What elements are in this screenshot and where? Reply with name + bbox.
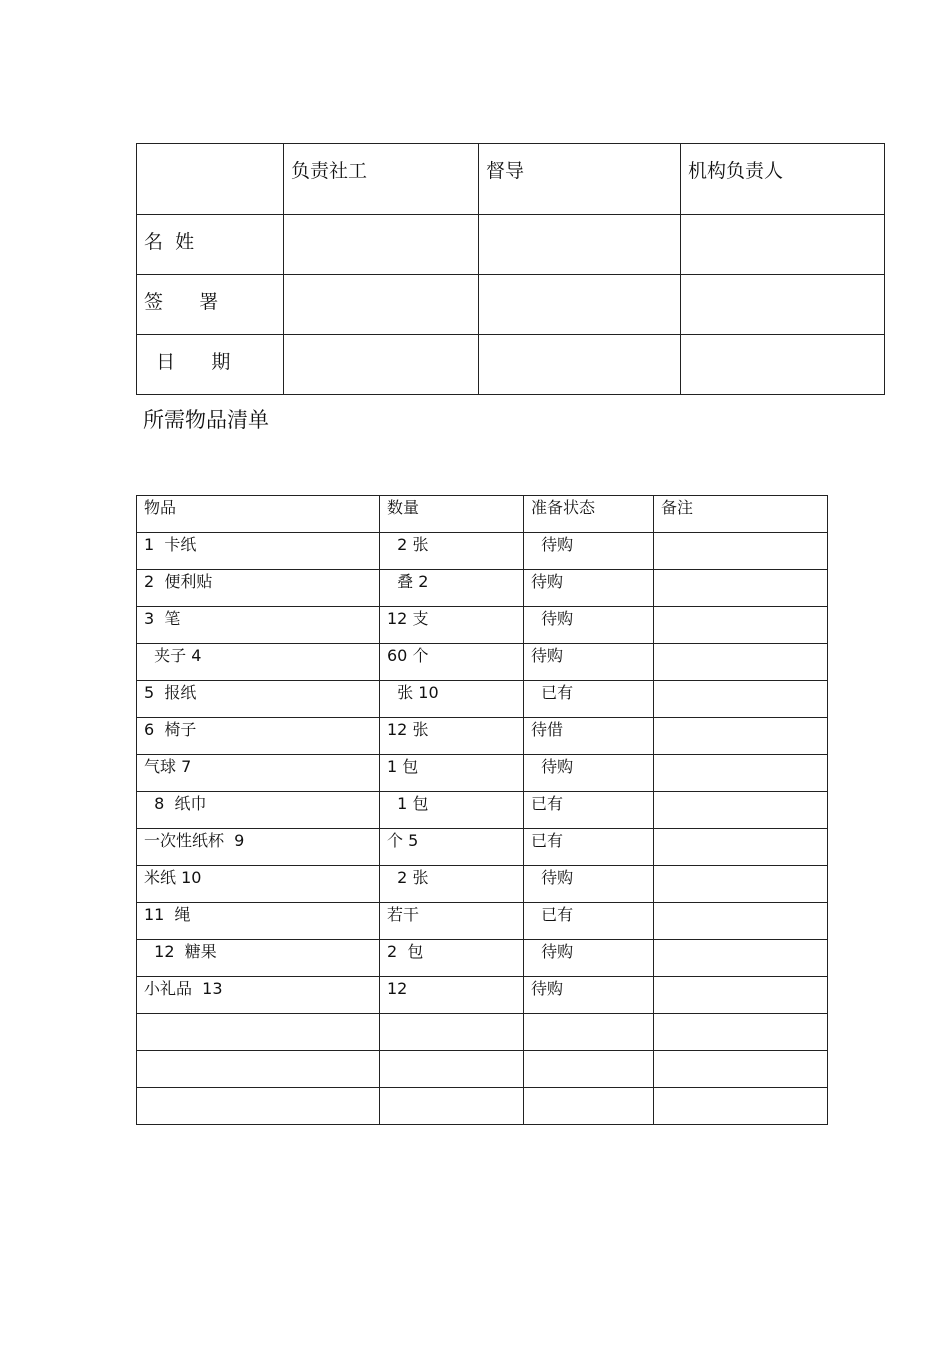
item-cell: 8 纸巾: [137, 792, 380, 829]
notes-cell: [654, 644, 828, 681]
table-row: [137, 903, 828, 940]
item-cell: 小礼品 13: [137, 977, 380, 1014]
row-label-name: 名 姓: [137, 215, 284, 275]
signature-cell: [284, 215, 479, 275]
item-cell: [137, 1088, 380, 1125]
signature-cell: [681, 335, 885, 395]
table-row: [137, 718, 828, 755]
item-cell: 1 卡纸: [137, 533, 380, 570]
quantity-cell: [380, 1088, 524, 1125]
quantity-cell: 若干: [380, 903, 524, 940]
notes-cell: [654, 940, 828, 977]
item-cell: 气球 7: [137, 755, 380, 792]
quantity-cell: 2 包: [380, 940, 524, 977]
notes-cell: [654, 570, 828, 607]
quantity-cell: 2 张: [380, 866, 524, 903]
status-cell: [524, 1014, 654, 1051]
quantity-cell: [380, 1014, 524, 1051]
item-cell: 5 报纸: [137, 681, 380, 718]
notes-cell: [654, 755, 828, 792]
item-cell: [137, 1014, 380, 1051]
status-cell: 已有: [524, 829, 654, 866]
header-quantity: 数量: [380, 496, 524, 533]
status-cell: 待购: [524, 977, 654, 1014]
status-cell: 待购: [524, 570, 654, 607]
quantity-cell: 12 支: [380, 607, 524, 644]
notes-cell: [654, 1088, 828, 1125]
signature-row-date: [137, 335, 885, 395]
quantity-cell: 12 张: [380, 718, 524, 755]
status-cell: 待购: [524, 866, 654, 903]
table-row: [137, 533, 828, 570]
notes-cell: [654, 977, 828, 1014]
quantity-cell: 12: [380, 977, 524, 1014]
status-cell: 已有: [524, 792, 654, 829]
item-cell: 11 绳: [137, 903, 380, 940]
signature-cell: [284, 335, 479, 395]
signature-cell: [681, 215, 885, 275]
notes-cell: [654, 829, 828, 866]
header-notes: 备注: [654, 496, 828, 533]
signature-cell: [479, 215, 681, 275]
notes-cell: [654, 1051, 828, 1088]
items-header-row: [137, 496, 828, 533]
notes-cell: [654, 607, 828, 644]
table-row: [137, 977, 828, 1014]
table-row: [137, 755, 828, 792]
notes-cell: [654, 533, 828, 570]
header-item: 物品: [137, 496, 380, 533]
header-social-worker: 负责社工: [284, 144, 479, 215]
signature-row-sign: [137, 275, 885, 335]
quantity-cell: 叠 2: [380, 570, 524, 607]
table-row: [137, 607, 828, 644]
items-table-body: [137, 496, 828, 1125]
table-row: [137, 829, 828, 866]
section-title: 所需物品清单: [143, 408, 269, 432]
table-row: [137, 681, 828, 718]
notes-cell: [654, 1014, 828, 1051]
item-cell: 2 便利贴: [137, 570, 380, 607]
status-cell: 已有: [524, 681, 654, 718]
row-label-date: 日 期: [137, 335, 284, 395]
signature-table: [136, 143, 885, 395]
item-cell: 米纸 10: [137, 866, 380, 903]
item-cell: 6 椅子: [137, 718, 380, 755]
notes-cell: [654, 903, 828, 940]
status-cell: 待购: [524, 644, 654, 681]
status-cell: 已有: [524, 903, 654, 940]
header-agency-head: 机构负责人: [681, 144, 885, 215]
status-cell: [524, 1088, 654, 1125]
header-supervisor: 督导: [479, 144, 681, 215]
quantity-cell: 1 包: [380, 792, 524, 829]
status-cell: 待购: [524, 607, 654, 644]
table-row: [137, 940, 828, 977]
notes-cell: [654, 792, 828, 829]
quantity-cell: 1 包: [380, 755, 524, 792]
table-row: [137, 644, 828, 681]
table-row: [137, 866, 828, 903]
header-status: 准备状态: [524, 496, 654, 533]
signature-cell: [479, 275, 681, 335]
signature-cell: [479, 335, 681, 395]
status-cell: 待购: [524, 940, 654, 977]
item-cell: 夹子 4: [137, 644, 380, 681]
table-row: [137, 1014, 828, 1051]
quantity-cell: 张 10: [380, 681, 524, 718]
quantity-cell: 个 5: [380, 829, 524, 866]
row-label-sign: 签 署: [137, 275, 284, 335]
signature-cell: [284, 275, 479, 335]
notes-cell: [654, 718, 828, 755]
signature-header-cell: [137, 144, 284, 215]
item-cell: 一次性纸杯 9: [137, 829, 380, 866]
item-cell: 12 糖果: [137, 940, 380, 977]
quantity-cell: [380, 1051, 524, 1088]
status-cell: 待购: [524, 755, 654, 792]
notes-cell: [654, 681, 828, 718]
item-cell: [137, 1051, 380, 1088]
table-row: [137, 792, 828, 829]
table-row: [137, 1088, 828, 1125]
signature-cell: [681, 275, 885, 335]
status-cell: 待借: [524, 718, 654, 755]
status-cell: 待购: [524, 533, 654, 570]
items-table: [136, 495, 828, 1125]
notes-cell: [654, 866, 828, 903]
table-row: [137, 570, 828, 607]
quantity-cell: 60 个: [380, 644, 524, 681]
status-cell: [524, 1051, 654, 1088]
item-cell: 3 笔: [137, 607, 380, 644]
quantity-cell: 2 张: [380, 533, 524, 570]
table-row: [137, 1051, 828, 1088]
signature-row-name: [137, 215, 885, 275]
signature-header-row: [137, 144, 885, 215]
